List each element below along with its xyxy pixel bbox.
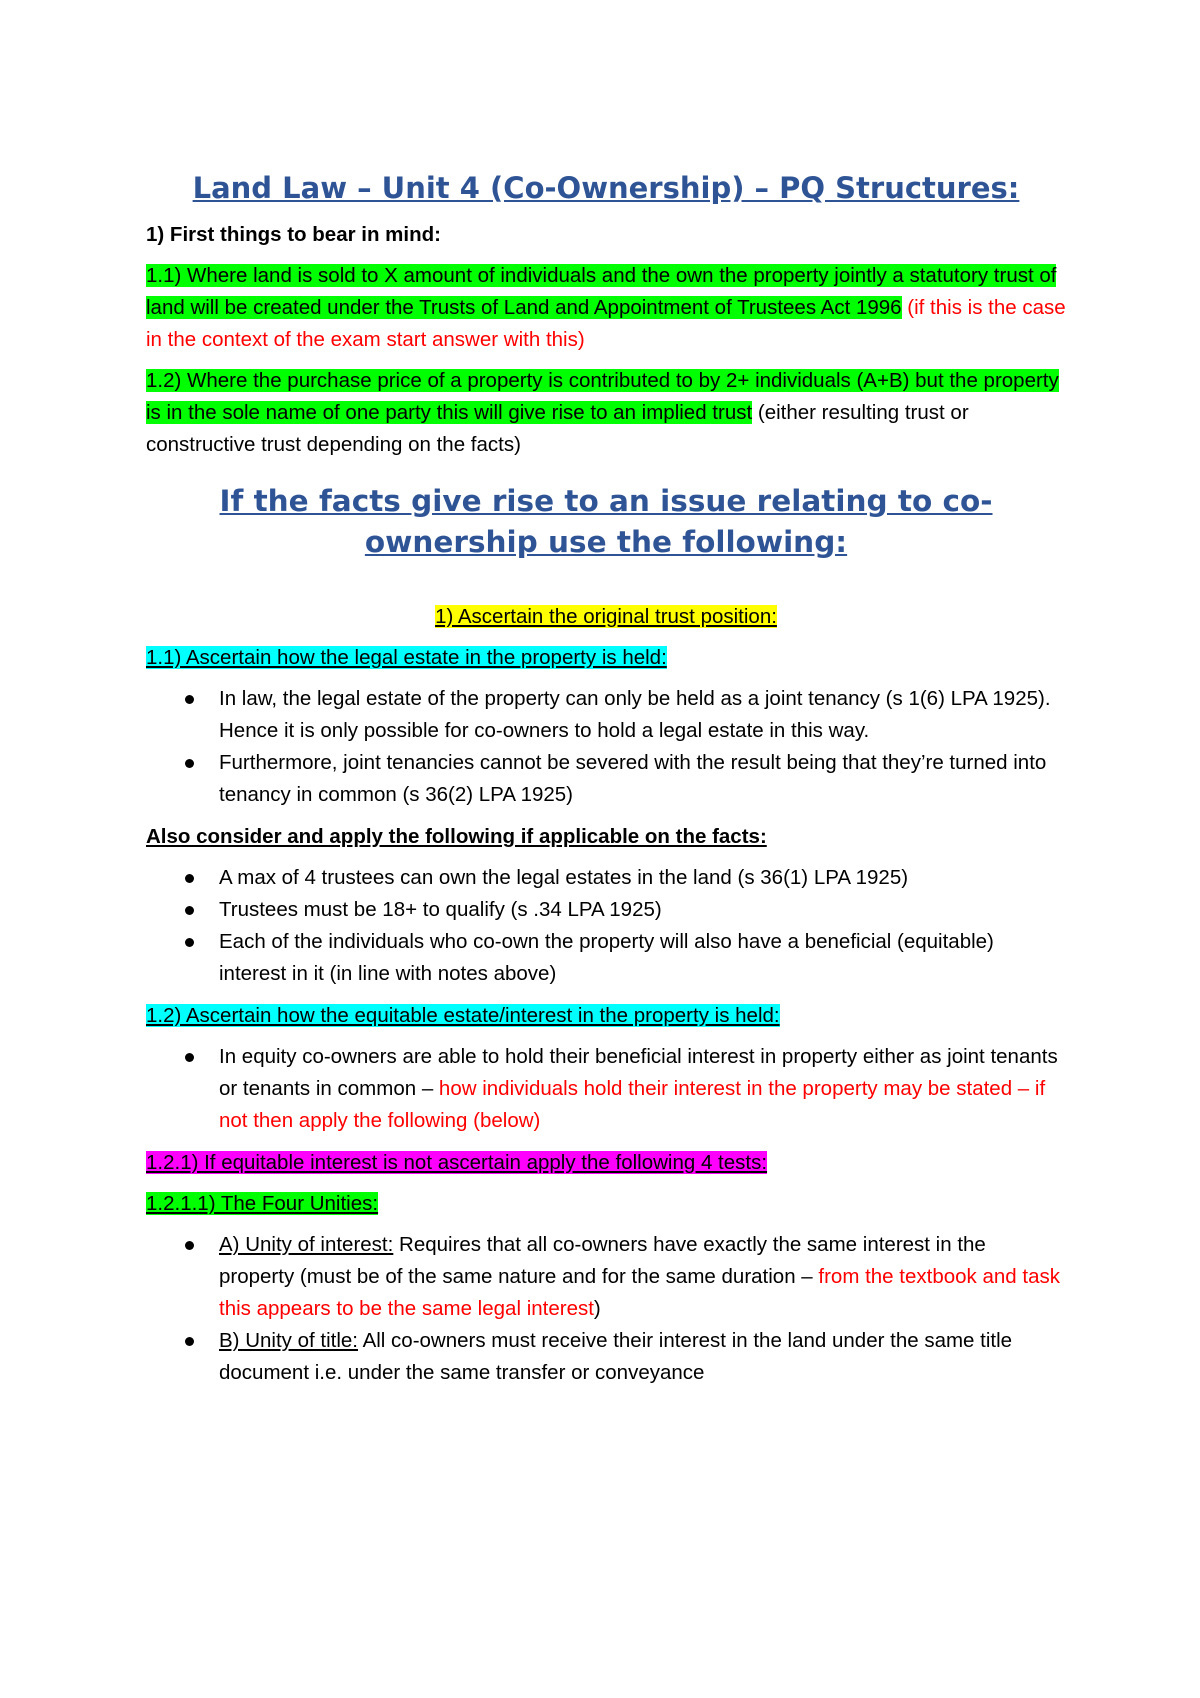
also-consider-list bbox=[146, 862, 1066, 990]
implied-trust-rest: (either resulting trust or constructive trust depending on the facts) bbox=[146, 401, 969, 456]
first-things-heading: 1) First things to bear in mind: bbox=[146, 223, 441, 246]
bullet-icon bbox=[185, 1337, 194, 1346]
statutory-trust-highlight: 1.1) Where land is sold to X amount of individuals and the own the property jointly a statutory trust of land will be created under the Trusts of Land and Appointment of Trustees Act 1996 bbox=[146, 264, 1057, 319]
list-item bbox=[219, 1229, 1066, 1325]
statutory-trust-note: (if this is the case in the context of the exam start answer with this) bbox=[146, 296, 1066, 351]
list-item bbox=[219, 683, 1066, 747]
unity-title-label: B) Unity of title: bbox=[219, 1329, 358, 1352]
step1-heading: 1) Ascertain the original trust position: bbox=[435, 605, 777, 628]
paragraph-implied-trust bbox=[146, 365, 1066, 461]
list-item bbox=[219, 894, 1066, 926]
list-item bbox=[219, 747, 1066, 811]
bullet-icon bbox=[185, 695, 194, 704]
list-item bbox=[219, 1325, 1066, 1389]
list-item bbox=[219, 862, 1066, 894]
list-item bbox=[219, 926, 1066, 990]
unity-title-text: All co-owners must receive their interest in the land under the same title document i.e. under the same transfer or conveyance bbox=[219, 1329, 1013, 1384]
list-item bbox=[219, 1041, 1066, 1137]
list-item-note: how individuals hold their interest in the property may be stated – if not then apply the following (below) bbox=[219, 1077, 1046, 1132]
equitable-estate-paragraph bbox=[146, 1000, 1066, 1032]
bullet-icon bbox=[185, 938, 194, 947]
bullet-icon bbox=[185, 1053, 194, 1062]
unity-interest-note: from the textbook and task this appears to be the same legal interest bbox=[219, 1265, 1060, 1320]
bullet-icon bbox=[185, 906, 194, 915]
list-item-text: In law, the legal estate of the property can only be held as a joint tenancy (s 1(6) LPA 1925). Hence it is only possible for co-owners to hold a legal estate in this way. bbox=[219, 687, 1051, 742]
list-item-text: Trustees must be 18+ to qualify (s .34 LPA 1925) bbox=[219, 898, 662, 921]
co-ownership-heading: If the facts give rise to an issue relating to co-ownership use the following: bbox=[219, 484, 993, 559]
list-item-text: A max of 4 trustees can own the legal estates in the land (s 36(1) LPA 1925) bbox=[219, 866, 909, 889]
also-consider-heading: Also consider and apply the following if applicable on the facts: bbox=[146, 825, 767, 848]
paragraph-statutory-trust bbox=[146, 260, 1066, 356]
bullet-icon bbox=[185, 874, 194, 883]
legal-estate-heading: 1.1) Ascertain how the legal estate in the property is held: bbox=[146, 646, 667, 669]
bullet-icon bbox=[185, 1241, 194, 1250]
document-title: Land Law – Unit 4 (Co-Ownership) – PQ Structures: bbox=[192, 171, 1020, 205]
list-item-text: Each of the individuals who co-own the property will also have a beneficial (equitable) interest in it (in line with notes above) bbox=[219, 930, 994, 985]
four-unities-paragraph bbox=[146, 1188, 1066, 1220]
implied-trust-highlight: 1.2) Where the purchase price of a property is contributed to by 2+ individuals (A+B) but the property is in the sole name of one party this will give rise to an implied trust bbox=[146, 369, 1059, 424]
unity-interest-label: A) Unity of interest: bbox=[219, 1233, 394, 1256]
legal-estate-paragraph bbox=[146, 642, 1066, 674]
step1-paragraph bbox=[146, 601, 1066, 633]
document-content bbox=[146, 168, 1066, 1399]
unity-interest-text: Requires that all co-owners have exactly the same interest in the property (must be of the same nature and for the same duration – bbox=[219, 1233, 986, 1288]
equitable-estate-heading: 1.2) Ascertain how the equitable estate/interest in the property is held: bbox=[146, 1004, 780, 1027]
tests-paragraph bbox=[146, 1147, 1066, 1179]
bullet-icon bbox=[185, 759, 194, 768]
unity-interest-end: ) bbox=[593, 1297, 601, 1320]
equitable-estate-list bbox=[146, 1041, 1066, 1137]
list-item-text: Furthermore, joint tenancies cannot be severed with the result being that they’re turned into tenancy in common (s 36(2) LPA 1925) bbox=[219, 751, 1047, 806]
list-item-text: In equity co-owners are able to hold their beneficial interest in property either as joint tenants or tenants in common – bbox=[219, 1045, 1058, 1100]
tests-heading: 1.2.1) If equitable interest is not ascertain apply the following 4 tests: bbox=[146, 1151, 768, 1174]
four-unities-list bbox=[146, 1229, 1066, 1389]
four-unities-heading: 1.2.1.1) The Four Unities: bbox=[146, 1192, 379, 1215]
legal-estate-list bbox=[146, 683, 1066, 811]
